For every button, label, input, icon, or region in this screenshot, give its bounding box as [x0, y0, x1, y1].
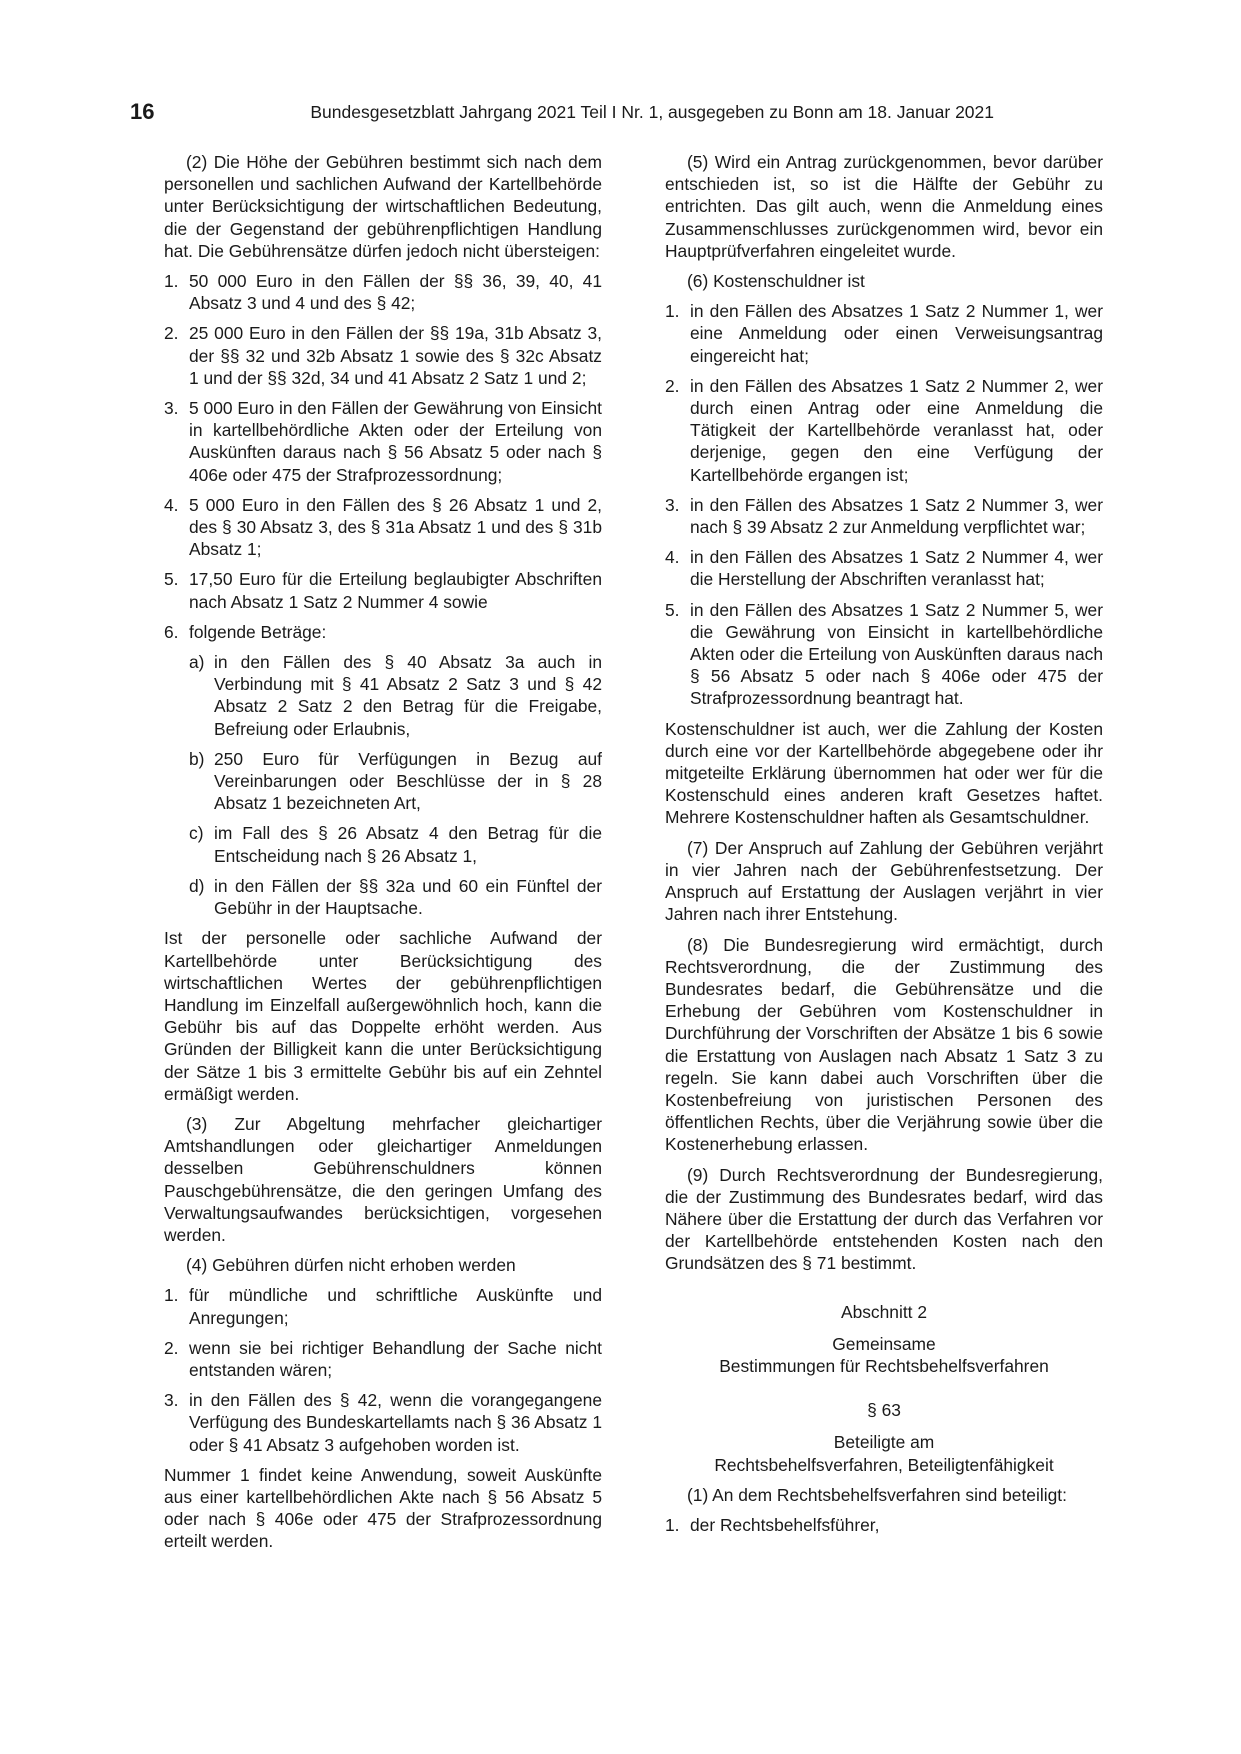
paragraph-8: (8) Die Bundesregierung wird ermächtigt, durch Rechtsverordnung, die der Zustimmung des Bundesrates bedarf, die Gebührensätze und die Erhebung der Gebühren vom Kostenschuldner in Durchführung der Vorschriften der Absätze 1 bis 6 sowie die Erstattung von Auslagen nach Absatz 1 Satz 3 zu regeln. Sie kann dabei auch Vorschriften über die Kostenbefreiung von juristischen Personen des öffentlichen Rechts, über die Verjährung sowie über die Kostenerhebung erlassen.: [665, 934, 1103, 1155]
list-item: [164, 621, 602, 643]
item-number: 1.: [164, 1285, 179, 1306]
section-title-line-1: Gemeinsame: [832, 1333, 936, 1354]
paragraph-3: (3) Zur Abgeltung mehrfacher gleichartiger Amtshandlungen oder gleichartiger Anmeldungen desselben Gebührenschuldners können Pauschgebührensätze, die den geringen Umfang des Verwaltungsaufwandes berücksichtigen, vorgesehen werden.: [164, 1113, 602, 1245]
item-text: in den Fällen des Absatzes 1 Satz 2 Nummer 1, wer eine Anmeldung oder einen Verweisungsantrag eingereicht hat;: [690, 301, 1103, 366]
item-text: in den Fällen des Absatzes 1 Satz 2 Nummer 4, wer die Herstellung der Abschriften veranlasst hat;: [690, 547, 1103, 590]
sub-item-text: 250 Euro für Verfügungen in Bezug auf Vereinbarungen oder Beschlüsse der in § 28 Absatz 1 bezeichneten Art,: [214, 748, 602, 814]
list-item: [665, 1514, 1103, 1536]
item-number: 3.: [164, 398, 179, 419]
list-item: [665, 546, 1103, 590]
right-column: [665, 151, 1103, 1544]
paragraph-6: (6) Kostenschuldner ist: [687, 271, 865, 292]
item-number: 1.: [665, 1514, 680, 1535]
section-title-line-2: Bestimmungen für Rechtsbehelfsverfahren: [719, 1355, 1049, 1376]
page-header: [130, 99, 994, 127]
paragraph-6-continuation: Kostenschuldner ist auch, wer die Zahlung der Kosten durch eine vor der Kartellbehörde abgegebene oder ihr mitgeteilte Erklärung übernommen hat oder wer für die Kostenschuld eines anderen kraft Gesetzes haftet. Mehrere Kostenschuldner haften als Gesamtschuldner.: [665, 718, 1103, 828]
item-number: 2.: [164, 1337, 179, 1358]
item-text: 5 000 Euro in den Fällen der Gewährung von Einsicht in kartellbehördliche Akten oder der Erteilung von Auskünften daraus nach § 56 Absatz 5 oder nach § 406e oder 475 der Strafprozessordnung;: [189, 398, 602, 485]
item-text: in den Fällen des Absatzes 1 Satz 2 Nummer 3, wer nach § 39 Absatz 2 zur Anmeldung verpflichtet war;: [690, 494, 1103, 538]
item-text: folgende Beträge:: [189, 621, 327, 642]
list-item: [665, 375, 1103, 486]
paragraph-9: (9) Durch Rechtsverordnung der Bundesregierung, die der Zustimmung des Bundesrates bedarf, wird das Nähere über die Erstattung der durch das Verfahren vor der Kartellbehörde entstehenden Kosten nach den Grundsätzen des § 71 bestimmt.: [665, 1164, 1103, 1274]
paragraph-title-line-1: Beteiligte am: [833, 1432, 935, 1453]
item-number: 2.: [164, 323, 179, 344]
item-number: 5.: [665, 599, 680, 620]
list-item: [164, 1389, 602, 1456]
item-text: 25 000 Euro in den Fällen der §§ 19a, 31b Absatz 3, der §§ 32 und 32b Absatz 1 sowie des § 32c Absatz 1 und der §§ 32d, 34 und 41 Absatz 2 Satz 1 und 2;: [189, 323, 602, 388]
item-text: für mündliche und schriftliche Auskünfte und Anregungen;: [189, 1285, 602, 1328]
paragraph-4: (4) Gebühren dürfen nicht erhoben werden: [186, 1255, 516, 1276]
list-item: [665, 494, 1103, 538]
item-number: 3.: [164, 1390, 179, 1411]
list-item: [164, 270, 602, 314]
item-number: 5.: [164, 569, 179, 590]
item-text: in den Fällen des § 42, wenn die vorangegangene Verfügung des Bundeskartellamts nach § 36 Absatz 1 oder § 41 Absatz 3 aufgehoben worden ist.: [189, 1390, 602, 1455]
list-item: [164, 1284, 602, 1328]
item-text: wenn sie bei richtiger Behandlung der Sache nicht entstanden wären;: [189, 1337, 602, 1380]
section-63-paragraph-1: (1) An dem Rechtsbehelfsverfahren sind beteiligt:: [687, 1484, 1067, 1505]
list-item: [164, 397, 602, 486]
list-item: [665, 300, 1103, 367]
list-item: [164, 494, 602, 561]
item-text: 50 000 Euro in den Fällen der §§ 36, 39, 40, 41 Absatz 3 und 4 und des § 42;: [189, 271, 602, 314]
list-item: [164, 568, 602, 612]
sub-item-letter: b): [189, 748, 205, 769]
paragraph-2-continuation: Ist der personelle oder sachliche Aufwand der Kartellbehörde unter Berücksichtigung des wirtschaftlichen Wertes der gebührenpflichtigen Handlung im Einzelfall außergewöhnlich hoch, kann die Gebühr bis auf das Doppelte erhöht werden. Aus Gründen der Billigkeit kann die unter Berücksichtigung der Sätze 1 bis 3 ermittelte Gebühr bis auf ein Zehntel ermäßigt werden.: [164, 928, 602, 1104]
section-label: Abschnitt 2: [840, 1301, 928, 1322]
sub-list-item: [164, 748, 602, 815]
paragraph-5: (5) Wird ein Antrag zurückgenommen, bevor darüber entschieden ist, so ist die Hälfte der Gebühr zu entrichten. Das gilt auch, wenn die Anmeldung eines Zusammenschlusses zurückgenommen wird, bevor ein Hauptprüfverfahren eingeleitet wurde.: [665, 152, 1103, 261]
list-item: [665, 599, 1103, 710]
paragraph-2: (2) Die Höhe der Gebühren bestimmt sich nach dem personellen und sachlichen Aufwand der Kartellbehörde unter Berücksichtigung der wirtschaftlichen Bedeutung, die der Gegenstand der gebührenpflichtigen Handlung hat. Die Gebührensätze dürfen jedoch nicht übersteigen:: [164, 152, 602, 261]
item-number: 1.: [164, 271, 179, 292]
list-item: [164, 1337, 602, 1381]
item-number: 6.: [164, 621, 179, 642]
item-text: in den Fällen des Absatzes 1 Satz 2 Nummer 2, wer durch einen Antrag oder eine Anmeldung die Tätigkeit der Kartellbehörde veranlasst hat, oder derjenige, gegen den eine Verfügung der Kartellbehörde ergangen ist;: [690, 375, 1103, 485]
paragraph-title-line-2: Rechtsbehelfsverfahren, Beteiligtenfähigkeit: [714, 1454, 1054, 1475]
paragraph-7: (7) Der Anspruch auf Zahlung der Gebühren verjährt in vier Jahren nach der Gebührenfestsetzung. Der Anspruch auf Erstattung der Auslagen verjährt in vier Jahren nach ihrer Entstehung.: [665, 837, 1103, 925]
paragraph-label: § 63: [867, 1400, 901, 1421]
sub-list-item: [164, 875, 602, 919]
item-text: in den Fällen des Absatzes 1 Satz 2 Nummer 5, wer die Gewährung von Einsicht in kartellbehördliche Akten oder die Erteilung von Auskünften daraus nach § 56 Absatz 5 oder nach § 406e oder 475 der Strafprozessordnung beantragt hat.: [690, 599, 1103, 709]
sub-list-item: [164, 822, 602, 866]
list-item: [164, 322, 602, 389]
sub-item-text: im Fall des § 26 Absatz 4 den Betrag für die Entscheidung nach § 26 Absatz 1,: [214, 823, 602, 866]
page-number: 16: [130, 99, 155, 124]
sub-item-letter: c): [189, 823, 204, 844]
item-number: 3.: [665, 494, 680, 515]
item-number: 1.: [665, 301, 680, 322]
gazette-title: Bundesgesetzblatt Jahrgang 2021 Teil I Nr. 1, ausgegeben zu Bonn am 18. Januar 2021: [310, 102, 994, 122]
sub-list-item: [164, 651, 602, 740]
item-number: 2.: [665, 375, 680, 396]
sub-item-text: in den Fällen der §§ 32a und 60 ein Fünftel der Gebühr in der Hauptsache.: [214, 875, 602, 919]
sub-item-letter: d): [189, 875, 205, 896]
sub-item-text: in den Fällen des § 40 Absatz 3a auch in Verbindung mit § 41 Absatz 2 Satz 3 und § 42 Absatz 2 Satz 2 den Betrag für die Freigabe, Befreiung oder Erlaubnis,: [214, 652, 602, 739]
item-number: 4.: [665, 547, 680, 568]
left-column: [164, 151, 602, 1561]
item-number: 4.: [164, 494, 179, 515]
item-text: der Rechtsbehelfsführer,: [690, 1514, 880, 1535]
item-text: 5 000 Euro in den Fällen des § 26 Absatz 1 und 2, des § 30 Absatz 3, des § 31a Absatz 1 und des § 31b Absatz 1;: [189, 494, 602, 560]
sub-item-letter: a): [189, 652, 205, 673]
item-text: 17,50 Euro für die Erteilung beglaubigter Abschriften nach Absatz 1 Satz 2 Nummer 4 sowie: [189, 569, 602, 612]
paragraph-4-continuation: Nummer 1 findet keine Anwendung, soweit Auskünfte aus einer kartellbehördlichen Akte nach § 56 Absatz 5 oder nach § 406e oder 475 der Strafprozessordnung erteilt werden.: [164, 1464, 602, 1552]
